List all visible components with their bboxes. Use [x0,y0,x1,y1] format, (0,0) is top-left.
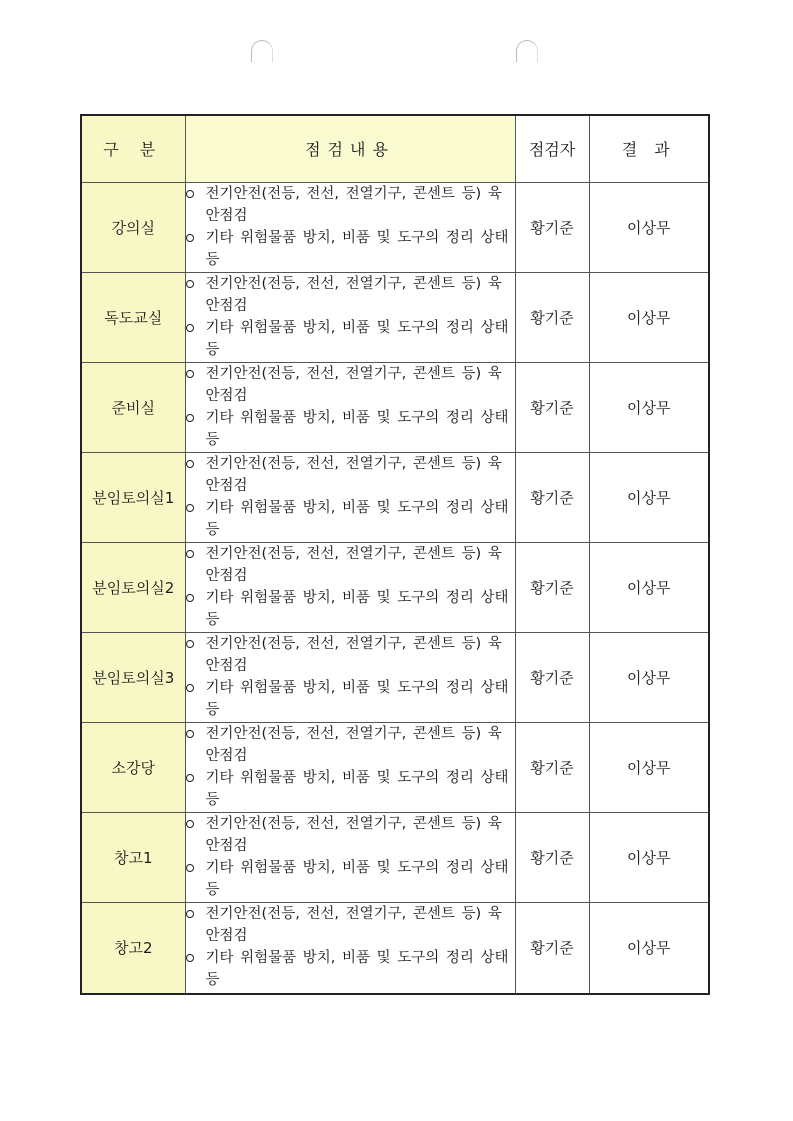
inspection-content [185,182,515,272]
table-row [81,272,709,362]
table-row [81,902,709,994]
inspector-name: 황기준 [515,722,589,812]
inspection-item [186,767,515,811]
inspection-result: 이상무 [589,182,709,272]
inspection-item [186,407,515,451]
circle-bullet-icon [186,820,194,828]
inspection-item [186,317,515,361]
circle-bullet-icon [186,550,194,558]
punch-hole-mark-right [516,40,538,62]
inspection-content [185,542,515,632]
header-content: 점검내용 [185,115,515,182]
table-row [81,182,709,272]
inspector-name: 황기준 [515,902,589,994]
inspection-result: 이상무 [589,452,709,542]
circle-bullet-icon [186,370,194,378]
inspector-name: 황기준 [515,182,589,272]
inspection-item-text: 전기안전(전등, 전선, 전열기구, 콘센트 등) 육안점검 [205,275,502,314]
inspection-item-text: 기타 위험물품 방치, 비품 및 도구의 정리 상태 등 [205,409,509,448]
circle-bullet-icon [186,774,194,782]
area-name: 강의실 [81,182,185,272]
punch-hole-mark-left [251,40,273,62]
circle-bullet-icon [186,190,194,198]
circle-bullet-icon [186,864,194,872]
header-inspector: 점검자 [515,115,589,182]
circle-bullet-icon [186,324,194,332]
inspection-result: 이상무 [589,362,709,452]
inspection-content [185,722,515,812]
circle-bullet-icon [186,730,194,738]
inspection-item [186,183,515,227]
inspection-item-text: 기타 위험물품 방치, 비품 및 도구의 정리 상태 등 [205,499,509,538]
inspection-item-text: 기타 위험물품 방치, 비품 및 도구의 정리 상태 등 [205,679,509,718]
inspection-content [185,452,515,542]
inspector-name: 황기준 [515,452,589,542]
inspection-item [186,497,515,541]
area-name: 창고2 [81,902,185,994]
area-name: 창고1 [81,812,185,902]
inspection-item [186,813,515,857]
inspection-item-text: 전기안전(전등, 전선, 전열기구, 콘센트 등) 육안점검 [205,365,502,404]
inspection-item-text: 전기안전(전등, 전선, 전열기구, 콘센트 등) 육안점검 [205,545,502,584]
inspection-content [185,632,515,722]
circle-bullet-icon [186,594,194,602]
inspection-item [186,227,515,271]
circle-bullet-icon [186,640,194,648]
inspection-content [185,902,515,994]
table-row [81,812,709,902]
inspection-item-text: 기타 위험물품 방치, 비품 및 도구의 정리 상태 등 [205,859,509,898]
inspection-item [186,587,515,631]
table-header-row [81,115,709,182]
inspection-item [186,363,515,407]
inspection-result: 이상무 [589,722,709,812]
inspection-item-text: 기타 위험물품 방치, 비품 및 도구의 정리 상태 등 [205,949,509,988]
header-category: 구 분 [81,115,185,182]
inspection-result: 이상무 [589,632,709,722]
inspection-item [186,633,515,677]
inspection-content [185,362,515,452]
inspection-item [186,723,515,767]
area-name: 분임토의실2 [81,542,185,632]
table-row [81,542,709,632]
inspection-item [186,947,515,991]
inspection-result: 이상무 [589,272,709,362]
inspection-result: 이상무 [589,812,709,902]
inspection-item [186,453,515,497]
area-name: 독도교실 [81,272,185,362]
inspection-item-text: 전기안전(전등, 전선, 전열기구, 콘센트 등) 육안점검 [205,725,502,764]
circle-bullet-icon [186,504,194,512]
area-name: 소강당 [81,722,185,812]
safety-inspection-table [80,114,710,995]
inspection-item-text: 전기안전(전등, 전선, 전열기구, 콘센트 등) 육안점검 [205,455,502,494]
circle-bullet-icon [186,684,194,692]
area-name: 분임토의실3 [81,632,185,722]
inspection-item-text: 기타 위험물품 방치, 비품 및 도구의 정리 상태 등 [205,589,509,628]
inspection-result: 이상무 [589,902,709,994]
inspection-item-text: 전기안전(전등, 전선, 전열기구, 콘센트 등) 육안점검 [205,185,502,224]
table-row [81,362,709,452]
circle-bullet-icon [186,910,194,918]
inspection-result: 이상무 [589,542,709,632]
table-row [81,722,709,812]
circle-bullet-icon [186,234,194,242]
area-name: 분임토의실1 [81,452,185,542]
inspection-item-text: 기타 위험물품 방치, 비품 및 도구의 정리 상태 등 [205,229,509,268]
inspector-name: 황기준 [515,812,589,902]
inspector-name: 황기준 [515,542,589,632]
circle-bullet-icon [186,414,194,422]
inspection-item-text: 전기안전(전등, 전선, 전열기구, 콘센트 등) 육안점검 [205,815,502,854]
inspection-item-text: 전기안전(전등, 전선, 전열기구, 콘센트 등) 육안점검 [205,905,502,944]
inspection-item-text: 전기안전(전등, 전선, 전열기구, 콘센트 등) 육안점검 [205,635,502,674]
circle-bullet-icon [186,460,194,468]
table-row [81,452,709,542]
inspection-item [186,857,515,901]
inspector-name: 황기준 [515,362,589,452]
inspection-item [186,543,515,587]
circle-bullet-icon [186,954,194,962]
circle-bullet-icon [186,280,194,288]
area-name: 준비실 [81,362,185,452]
inspection-item-text: 기타 위험물품 방치, 비품 및 도구의 정리 상태 등 [205,769,509,808]
inspection-item [186,273,515,317]
inspection-item [186,903,515,947]
inspector-name: 황기준 [515,632,589,722]
table-row [81,632,709,722]
inspection-item-text: 기타 위험물품 방치, 비품 및 도구의 정리 상태 등 [205,319,509,358]
inspection-content [185,272,515,362]
inspector-name: 황기준 [515,272,589,362]
inspection-item [186,677,515,721]
header-result: 결 과 [589,115,709,182]
table-body [81,182,709,994]
inspection-content [185,812,515,902]
